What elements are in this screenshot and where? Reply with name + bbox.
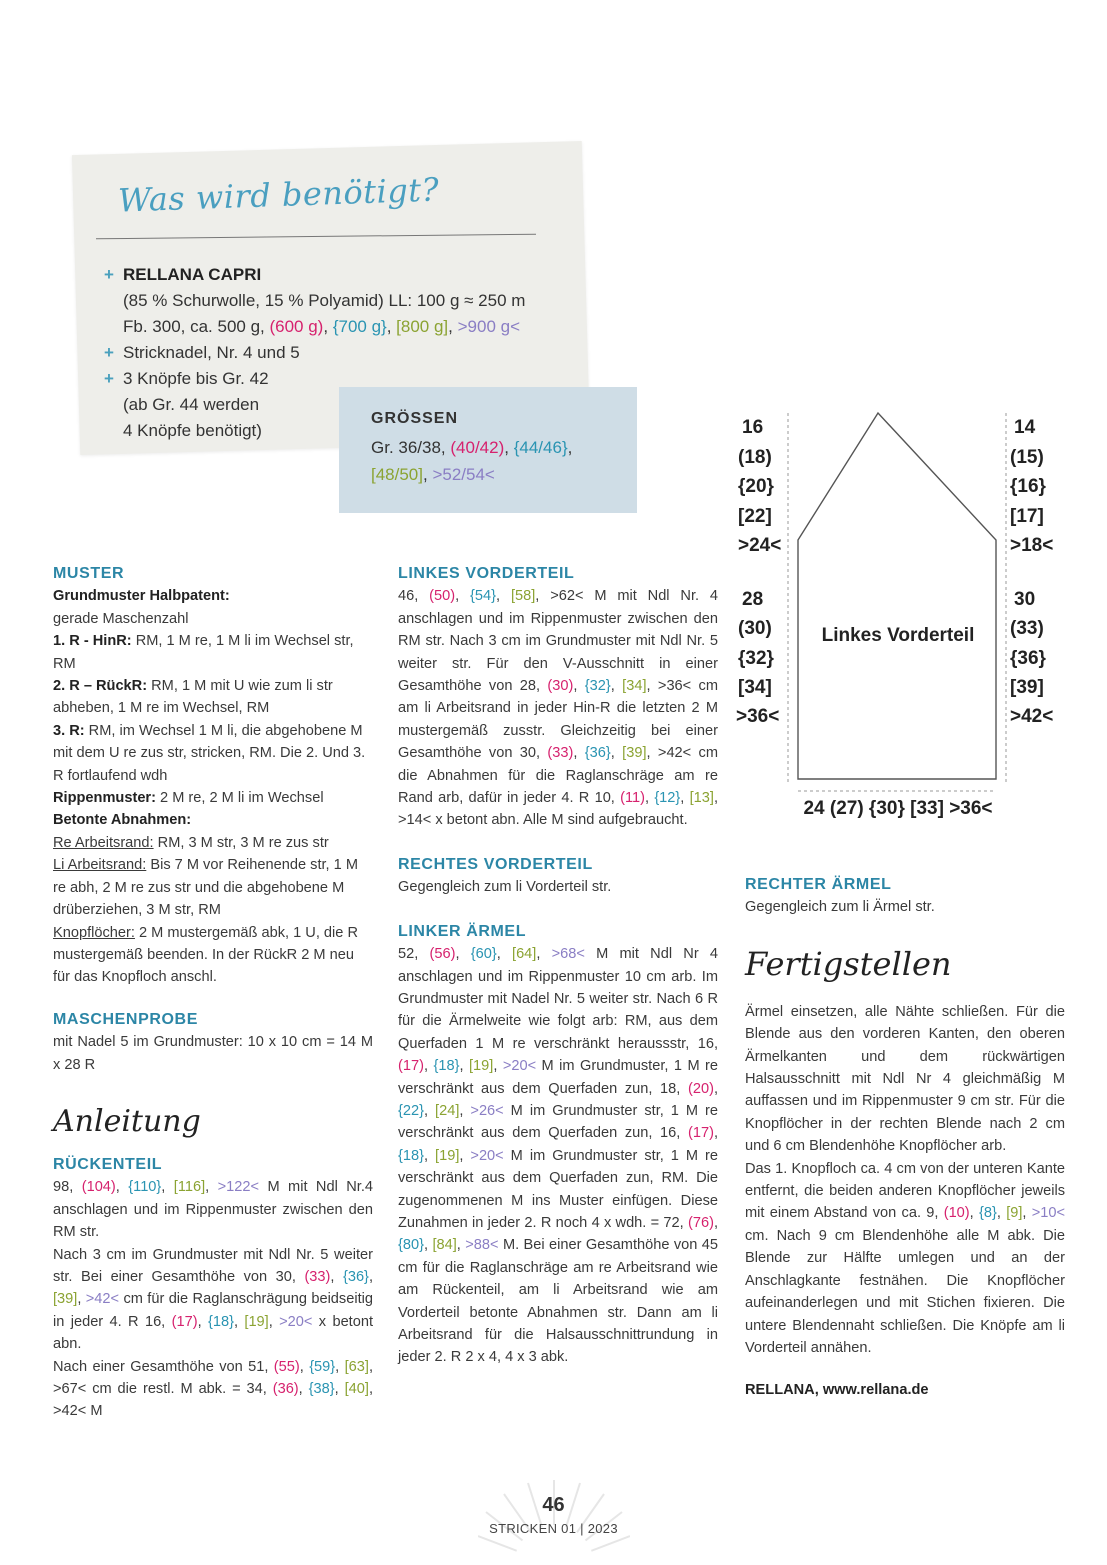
section-heading: LINKES VORDERTEIL <box>398 565 575 582</box>
column-right <box>745 874 1065 1402</box>
fertigstellen-title: Fertigstellen <box>745 944 952 983</box>
subheading: Grundmuster Halbpatent: <box>53 588 230 605</box>
dim-label: (18) <box>738 447 772 468</box>
dim-label: >18< <box>1010 535 1054 556</box>
schematic-diagram <box>730 405 1090 825</box>
plus-icon: + <box>104 369 114 388</box>
text: gerade Maschenzahl <box>53 610 189 627</box>
materials-title: Was wird benötigt? <box>117 170 440 220</box>
page-number: 46 <box>542 1494 565 1516</box>
dim-label: [34] <box>738 677 772 698</box>
text: Gegengleich zum li Ärmel str. <box>745 899 935 916</box>
dim-label: {32} <box>738 648 774 669</box>
plus-icon: + <box>104 343 114 362</box>
dim-label: (15) <box>1010 447 1044 468</box>
text: 52, (56), {60}, [64], >68< M mit Ndl Nr 4 anschlagen und im Rippenmuster 10 cm arb. Im Grundmuster mit Nadel Nr. 5 weiter str. Nach 6 R für die Ärmelweite wie folgt arb: RM, aus dem Querfaden 1 M re verschränkt heraussstr, 16, (17), {18}, [19], >20< M im Grundmuster, 1 M re verschränkt aus dem Querfaden zun, 18, (20), {22}, [24], >26< M im Grundmuster str, 1 M re verschränkt aus dem Querfaden zun, 16, (17), {18}, [19], >20< M im Grundmuster str, 1 M re verschränkt aus dem Querfaden zun, RM. Die zugenommenen M ins Muster einfügen. Diese Zunahmen in jeder 2. R noch 4 x wdh. = 72, (76), {80}, [84], >88< M. Bei einer Gesamthöhe von 45 cm für die Raglanschräge am re Arbeitsrand wie am Rückenteil, am li Arbeitsrand wie am Vorderteil betonte Abnahmen str. Dann am li Arbeitsrand für die Halsausschnittrundung in jeder 2. R 2 x 4, 4 x 3 abk. <box>398 946 719 1366</box>
buttons-note: 4 Knöpfe benötigt) <box>123 421 262 440</box>
section-heading: RECHTES VORDERTEIL <box>398 855 593 873</box>
yarn-amount: Fb. 300, ca. 500 g, (600 g), {700 g}, [800 g], >900 g< <box>123 317 521 336</box>
dim-label: 28 <box>742 589 764 610</box>
text: Li Arbeitsrand: Bis 7 M vor Reihenende str, 1 M re abh, 2 M re zus str und die abgehobene M drüberziehen, 3 M str, RM <box>53 857 358 919</box>
sizes-title: GRÖSSEN <box>371 410 459 427</box>
column-middle <box>398 563 718 1369</box>
credit: RELLANA, www.rellana.de <box>745 1382 929 1399</box>
front-piece-shape <box>798 413 996 779</box>
section-heading: MASCHENPROBE <box>53 1010 198 1028</box>
dim-label: 16 <box>742 417 764 438</box>
dim-label: >36< <box>736 706 780 727</box>
column-left <box>53 563 373 1423</box>
text: 1. R - HinR: RM, 1 M re, 1 M li im Wechsel str, RM <box>53 633 354 672</box>
buttons: 3 Knöpfe bis Gr. 42 <box>123 369 269 388</box>
yarn-name: RELLANA CAPRI <box>123 265 262 284</box>
buttons-note: (ab Gr. 44 werden <box>123 395 260 414</box>
dim-label: {20} <box>738 476 774 497</box>
text: Rippenmuster: 2 M re, 2 M li im Wechsel <box>53 790 324 807</box>
plus-icon: + <box>104 265 114 284</box>
dim-label: (33) <box>1010 618 1044 639</box>
dim-label: 14 <box>1014 417 1036 438</box>
needles: Stricknadel, Nr. 4 und 5 <box>123 343 300 362</box>
dim-label: {16} <box>1010 476 1046 497</box>
text: 2. R – RückR: RM, 1 M mit U wie zum li str abheben, 1 M re im Wechsel, RM <box>53 678 333 717</box>
issue-label: STRICKEN 01 | 2023 <box>489 1521 618 1536</box>
text: 46, (50), {54}, [58], >62< M mit Ndl Nr. 4 anschlagen und im Rippenmuster zwischen den RM str. Nach 3 cm im Grundmuster mit Ndl Nr. 5 weiter str. Für den V-Ausschnitt in einer Gesamthöhe von 28, (30), {32}, [34], >36< cm am li Arbeitsrand in jeder Hin-R die letzten 2 M mustergemäß zusstr. Gleichzeitig bei einer Gesamthöhe von 30, (33), {36}, [39], >42< cm die Abnahmen für die Raglanschräge am re Rand arb, dafür in jeder 4. R 10, (11), {12}, [13], >14< x betont abn. Alle M sind aufgebraucht. <box>398 588 719 829</box>
dim-label: >24< <box>738 535 782 556</box>
text: Gegengleich zum li Vorderteil str. <box>398 879 612 896</box>
dim-label: (30) <box>738 618 772 639</box>
text: 98, (104), {110}, [116], >122< M mit Ndl Nr.4 anschlagen und im Rippenmuster zwischen den RM str. <box>53 1179 374 1241</box>
dim-label: >42< <box>1010 706 1054 727</box>
dim-label: 30 <box>1014 589 1036 610</box>
sizes-text: Gr. 36/38, (40/42), {44/46}, [48/50], >52/54< <box>371 438 573 484</box>
sunburst-decoration <box>478 1470 630 1565</box>
anleitung-title: Anleitung <box>53 1103 201 1139</box>
text: Ärmel einsetzen, alle Nähte schließen. Für die Blende aus den vorderen Kanten, den oberen Ärmelkanten und dem rückwärtigen Halsausschnitt mit Ndl Nr 4 gleichmäßig M auffassen und im Rippenmuster 9 cm str. Für die Knopflöcher in der rechten Blende nach 2 cm und 6 cm Blendenhöhe Knopflöcher arb. <box>745 1003 1065 1155</box>
section-heading: RÜCKENTEIL <box>53 1155 163 1173</box>
dim-label: [39] <box>1010 677 1044 698</box>
text: Nach 3 cm im Grundmuster mit Ndl Nr. 5 weiter str. Bei einer Gesamthöhe von 30, (33), {36}, [39], >42< cm für die Raglanschrägung beidseitig in jeder 4. R 16, (17), {18}, [19], >20< x betont abn. <box>53 1246 374 1353</box>
text: Nach einer Gesamthöhe von 51, (55), {59}, [63], >67< cm die restl. M abk. = 34, (36), {38}, [40], >42< M <box>53 1358 374 1420</box>
text: mit Nadel 5 im Grundmuster: 10 x 10 cm = 14 M x 28 R <box>53 1034 373 1073</box>
section-heading: MUSTER <box>53 565 125 582</box>
section-heading: LINKER ÄRMEL <box>398 922 527 940</box>
dim-label: 24 (27) {30} [33] >36< <box>803 798 993 819</box>
subheading: Betonte Abnahmen: <box>53 812 192 829</box>
section-heading: RECHTER ÄRMEL <box>745 876 892 893</box>
yarn-composition: (85 % Schurwolle, 15 % Polyamid) LL: 100 g ≈ 250 m <box>123 291 526 310</box>
text: Das 1. Knopfloch ca. 4 cm von der unteren Kante entfernt, die beiden anderen Knopflöcher jeweils mit einem Abstand von ca. 9, (10), {8}, [9], >10< cm. Nach 9 cm Blendenhöhe alle M abk. Die Blende zur Hälfte umlegen und an der Anschlagkante festnähen. Die Knopflöcher aufeinanderlegen und mit Stichen fixieren. Die untere Blendennaht schließen. Die Knöpfe am li Vorderteil annähen. <box>745 1160 1066 1356</box>
dim-label: {36} <box>1010 648 1046 669</box>
dim-label: [22] <box>738 506 772 527</box>
diagram-label: Linkes Vorderteil <box>821 625 975 646</box>
text: Knopflöcher: 2 M mustergemäß abk, 1 U, die R mustergemäß beenden. In der RückR 2 M neu für das Knopfloch anschl. <box>53 924 358 986</box>
text: Re Arbeitsrand: RM, 3 M str, 3 M re zus str <box>53 834 329 851</box>
dim-label: [17] <box>1010 506 1044 527</box>
text: 3. R: RM, im Wechsel 1 M li, die abgehobene M mit dem U re zus str, stricken, RM. Die 2. Und 3. R fortlaufend wdh <box>53 722 366 784</box>
